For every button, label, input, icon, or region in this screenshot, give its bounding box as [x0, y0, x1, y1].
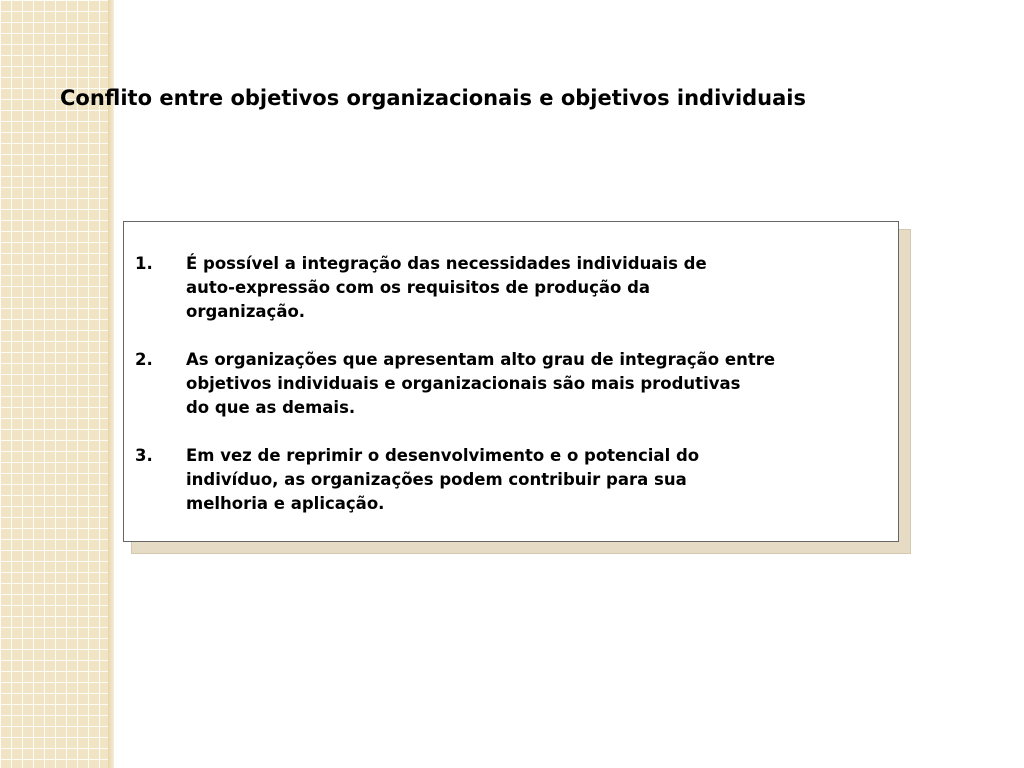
list-item-line: melhoria e aplicação.	[186, 494, 385, 513]
list-item-line: As organizações que apresentam alto grau de integração entre	[186, 350, 776, 369]
list-item	[135, 252, 895, 324]
list-item-line: É possível a integração das necessidades individuais de	[186, 254, 707, 273]
list-item	[135, 444, 895, 516]
list-item-number: 3.	[135, 446, 153, 465]
list-item-line: organização.	[186, 302, 306, 321]
decorative-side-band	[0, 0, 112, 768]
list-item-line: auto-expressão com os requisitos de produção da	[186, 278, 651, 297]
list-item-line: do que as demais.	[186, 398, 356, 417]
list-item-line: indivíduo, as organizações podem contribuir para sua	[186, 470, 687, 489]
list-item-line: objetivos individuais e organizacionais são mais produtivas	[186, 374, 741, 393]
list-item-number: 2.	[135, 350, 153, 369]
list-item-line: Em vez de reprimir o desenvolvimento e o potencial do	[186, 446, 700, 465]
side-band-edge	[108, 0, 114, 768]
slide-title: Conflito entre objetivos organizacionais e objetivos individuais	[60, 86, 807, 110]
list-item	[135, 348, 895, 420]
numbered-list	[135, 252, 895, 540]
content-box	[123, 221, 899, 542]
list-item-number: 1.	[135, 254, 153, 273]
